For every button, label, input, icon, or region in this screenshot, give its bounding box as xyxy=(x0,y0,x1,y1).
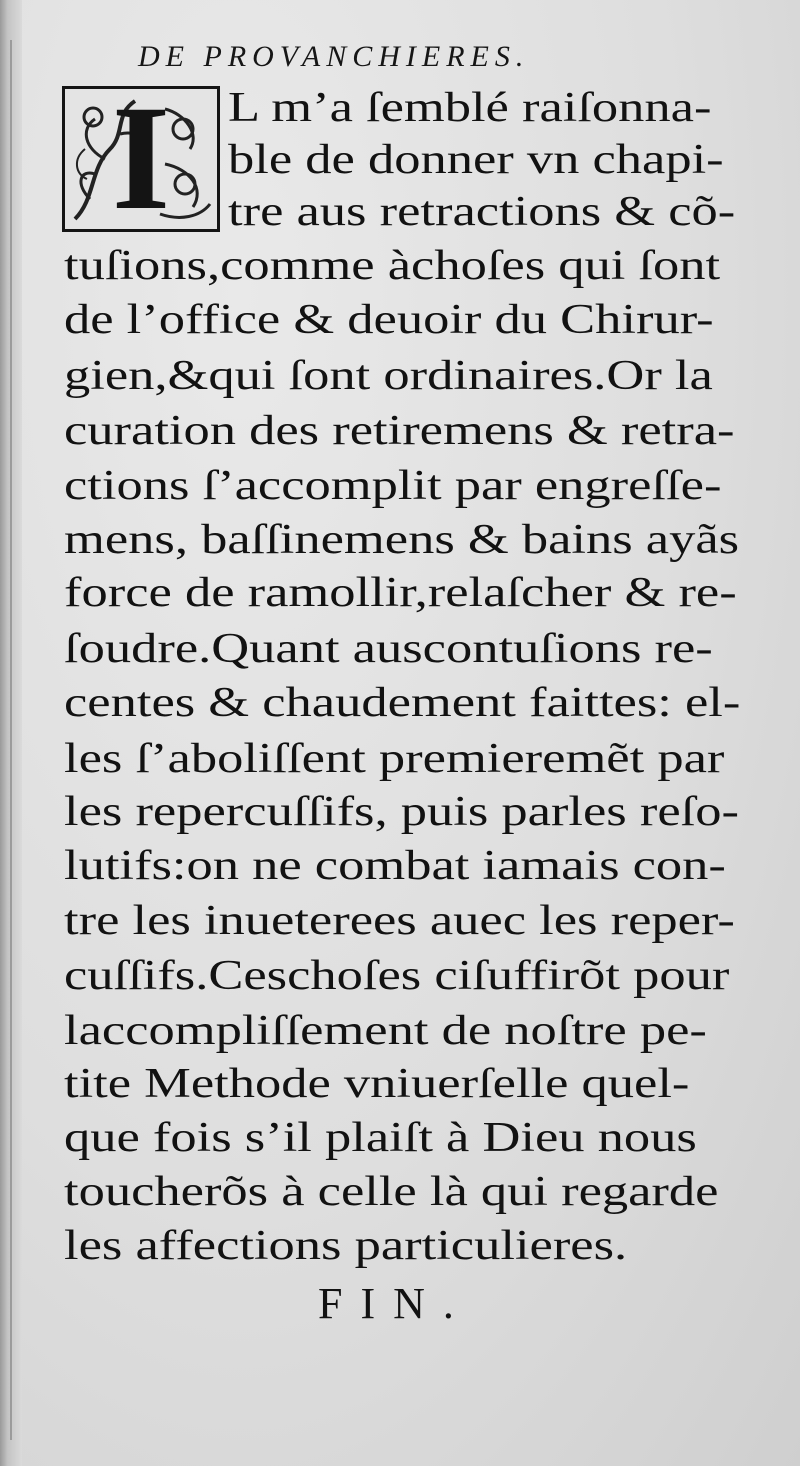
running-head: DE PROVANCHIERES. xyxy=(138,40,530,73)
text-line: L m’a ſemblé raiſonna- xyxy=(228,85,712,131)
closing-word: FIN. xyxy=(318,1279,472,1328)
text-line: tre aus retractions & cõ- xyxy=(228,189,736,235)
text-line: curation des retiremens & retra- xyxy=(64,408,735,454)
text-line: tuſions,comme àchoſes qui ſont xyxy=(64,243,721,289)
text-line: ſoudre.Quant auscontuſions re- xyxy=(64,626,713,672)
text-line: laccompliſſement de noſtre pe- xyxy=(64,1008,707,1054)
initial-letter: I xyxy=(111,75,171,241)
text-line: gien,&qui ſont ordinaires.Or la xyxy=(64,353,713,399)
text-line: les ſ’aboliſſent premieremẽt par xyxy=(64,736,725,782)
text-line: tite Methode vniuerſelle quel- xyxy=(64,1061,690,1107)
text-line: toucherõs à celle là qui regarde xyxy=(64,1169,719,1215)
text-line: les repercuſſifs, puis parles reſo- xyxy=(64,789,739,835)
page-gutter-line xyxy=(10,40,12,1440)
text-line: les affections particulieres. xyxy=(64,1223,628,1269)
text-line: que fois s’il plaiſt à Dieu nous xyxy=(64,1115,697,1161)
text-line: ble de donner vn chapi- xyxy=(228,137,724,183)
decorated-initial xyxy=(62,75,220,241)
text-line: ctions ſ’accomplit par engreſſe- xyxy=(64,463,722,509)
text-line: lutifs:on ne combat iamais con- xyxy=(64,843,726,889)
text-line: tre les inueterees auec les reper- xyxy=(64,898,735,944)
text-line: centes & chaudement faittes: el- xyxy=(64,680,741,726)
text-line: de l’office & deuoir du Chirur- xyxy=(64,297,714,343)
text-line: force de ramollir,relaſcher & re- xyxy=(64,570,737,616)
text-line: mens, baſſinemens & bains ayãs xyxy=(64,517,740,563)
text-line: cuſſifs.Ceschoſes ciſuffirõt pour xyxy=(64,953,730,999)
